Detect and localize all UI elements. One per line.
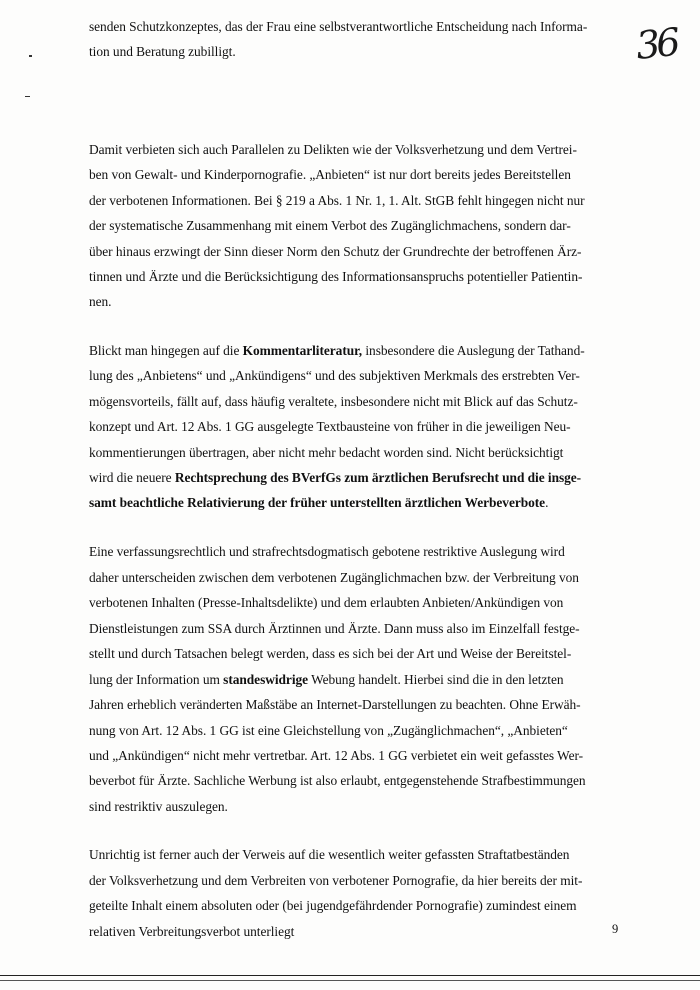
text-segment: verbotenen Inhalten (Presse-Inhaltsdelikte) und dem erlaubten Anbieten/Ankündigen von <box>89 595 564 610</box>
text-segment: ben von Gewalt- und Kinderpornografie. „Anbieten“ ist nur dort bereits jedes Bereitstellen <box>89 167 571 182</box>
text-segment: lung der Information um <box>89 672 224 687</box>
text-line <box>89 167 571 183</box>
text-line <box>89 621 580 637</box>
text-line <box>89 445 563 461</box>
bold-text-segment: standeswidrige <box>223 672 309 687</box>
text-line <box>89 847 569 863</box>
text-segment: Dienstleistungen zum SSA durch Ärztinnen und Ärzte. Dann muss also im Einzelfall festge- <box>89 621 580 636</box>
text-segment: lung des „Anbietens“ und „Ankündigens“ und des subjektiven Merkmals des erstrebten Ver- <box>89 368 580 383</box>
text-line <box>89 470 581 486</box>
text-line <box>89 495 548 511</box>
text-line <box>89 294 111 310</box>
scan-speck <box>29 55 32 57</box>
page-number: 9 <box>612 922 619 936</box>
text-segment: über hinaus erzwingt der Sinn dieser Norm den Schutz der Grundrechte der betroffenen Ärz- <box>89 244 582 259</box>
text-line <box>89 193 585 209</box>
text-line <box>89 269 582 285</box>
text-line <box>89 748 583 764</box>
text-line <box>89 898 576 914</box>
text-segment: Unrichtig ist ferner auch der Verweis auf die wesentlich weiter gefassten Straftatbeständen <box>89 847 570 862</box>
text-segment: insbesondere die Auslegung der Tathand- <box>362 343 585 358</box>
text-line <box>89 723 568 739</box>
scan-edge-line <box>0 975 700 976</box>
text-line <box>89 368 580 384</box>
text-segment: kommentierungen übertragen, aber nicht mehr bedacht worden sind. Nicht berücksichtigt <box>89 445 564 460</box>
text-segment: stellt und durch Tatsachen belegt werden, dass es sich bei der Art und Weise der Bereitstel- <box>89 646 572 661</box>
text-line <box>89 799 228 815</box>
text-segment: Eine verfassungsrechtlich und strafrechtsdogmatisch gebotene restriktive Auslegung wird <box>89 544 565 559</box>
text-line <box>89 873 582 889</box>
text-line <box>89 672 564 688</box>
text-line <box>89 142 577 158</box>
text-line <box>89 570 579 586</box>
text-line <box>89 244 581 260</box>
text-segment: Webung handelt. Hierbei sind die in den letzten <box>308 672 564 687</box>
text-segment: Blickt man hingegen auf die <box>89 343 243 358</box>
text-line <box>89 419 571 435</box>
text-segment: tion und Beratung zubilligt. <box>89 44 236 59</box>
text-segment: beverbot für Ärzte. Sachliche Werbung ist also erlaubt, entgegenstehende Strafbestimmungen <box>89 773 586 788</box>
text-segment: sind restriktiv auszulegen. <box>89 799 228 814</box>
text-segment: der systematische Zusammenhang mit einem Verbot des Zugänglichmachens, sondern dar- <box>89 218 571 233</box>
text-line <box>89 343 585 359</box>
scan-edge-line <box>0 980 700 981</box>
text-segment: wird die neuere <box>89 470 175 485</box>
text-line <box>89 19 587 35</box>
text-segment: senden Schutzkonzeptes, das der Frau eine selbstverantwortliche Entscheidung nach Informa- <box>89 19 588 34</box>
text-line <box>89 646 571 662</box>
text-segment: der Volksverhetzung und dem Verbreiten von verbotener Pornografie, da hier bereits der mit- <box>89 873 583 888</box>
text-line <box>89 394 578 410</box>
text-segment: der verbotenen Informationen. Bei § 219 a Abs. 1 Nr. 1, 1. Alt. StGB fehlt hingegen nicht nur <box>89 193 585 208</box>
text-line <box>89 218 571 234</box>
text-segment: tinnen und Ärzte und die Berücksichtigung des Informationsanspruchs potentieller Patientin- <box>89 269 583 284</box>
text-line <box>89 697 581 713</box>
text-segment: . <box>545 495 549 510</box>
text-segment: und „Ankündigen“ nicht mehr vertretbar. Art. 12 Abs. 1 GG verbietet ein weit gefasstes Wer- <box>89 748 584 763</box>
text-segment: nen. <box>89 294 112 309</box>
text-segment: mögensvorteils, fällt auf, dass häufig veraltete, insbesondere nicht mit Blick auf das Schutz- <box>89 394 578 409</box>
text-segment: konzept und Art. 12 Abs. 1 GG ausgelegte Textbausteine von früher in die jeweiligen Neu- <box>89 419 571 434</box>
text-segment: daher unterscheiden zwischen dem verbotenen Zugänglichmachen bzw. der Verbreitung von <box>89 570 579 585</box>
text-segment: relativen Verbreitungsverbot unterliegt <box>89 924 295 939</box>
text-segment: geteilte Inhalt einem absoluten oder (bei jugendgefährdender Pornografie) zumindest einem <box>89 898 577 913</box>
text-segment: Jahren erheblich veränderten Maßstäbe an Internet-Darstellungen zu beachten. Ohne Erwäh- <box>89 697 581 712</box>
text-line <box>89 544 565 560</box>
text-segment: nung von Art. 12 Abs. 1 GG ist eine Gleichstellung von „Zugänglichmachen“, „Anbieten“ <box>89 723 568 738</box>
text-line <box>89 773 586 789</box>
bold-text-segment: Kommentarliteratur, <box>242 343 363 358</box>
text-segment: Damit verbieten sich auch Parallelen zu Delikten wie der Volksverhetzung und dem Vertrei- <box>89 142 577 157</box>
text-line <box>89 924 294 940</box>
text-line <box>89 44 236 60</box>
handwritten-page-annotation: 36 <box>633 20 679 68</box>
text-line <box>89 595 563 611</box>
bold-text-segment: samt beachtliche Relativierung der früher unterstellten ärztlichen Werbeverbote <box>89 495 546 510</box>
scan-speck <box>25 96 30 97</box>
bold-text-segment: Rechtsprechung des BVerfGs zum ärztlichen Berufsrecht und die insge- <box>174 470 582 485</box>
